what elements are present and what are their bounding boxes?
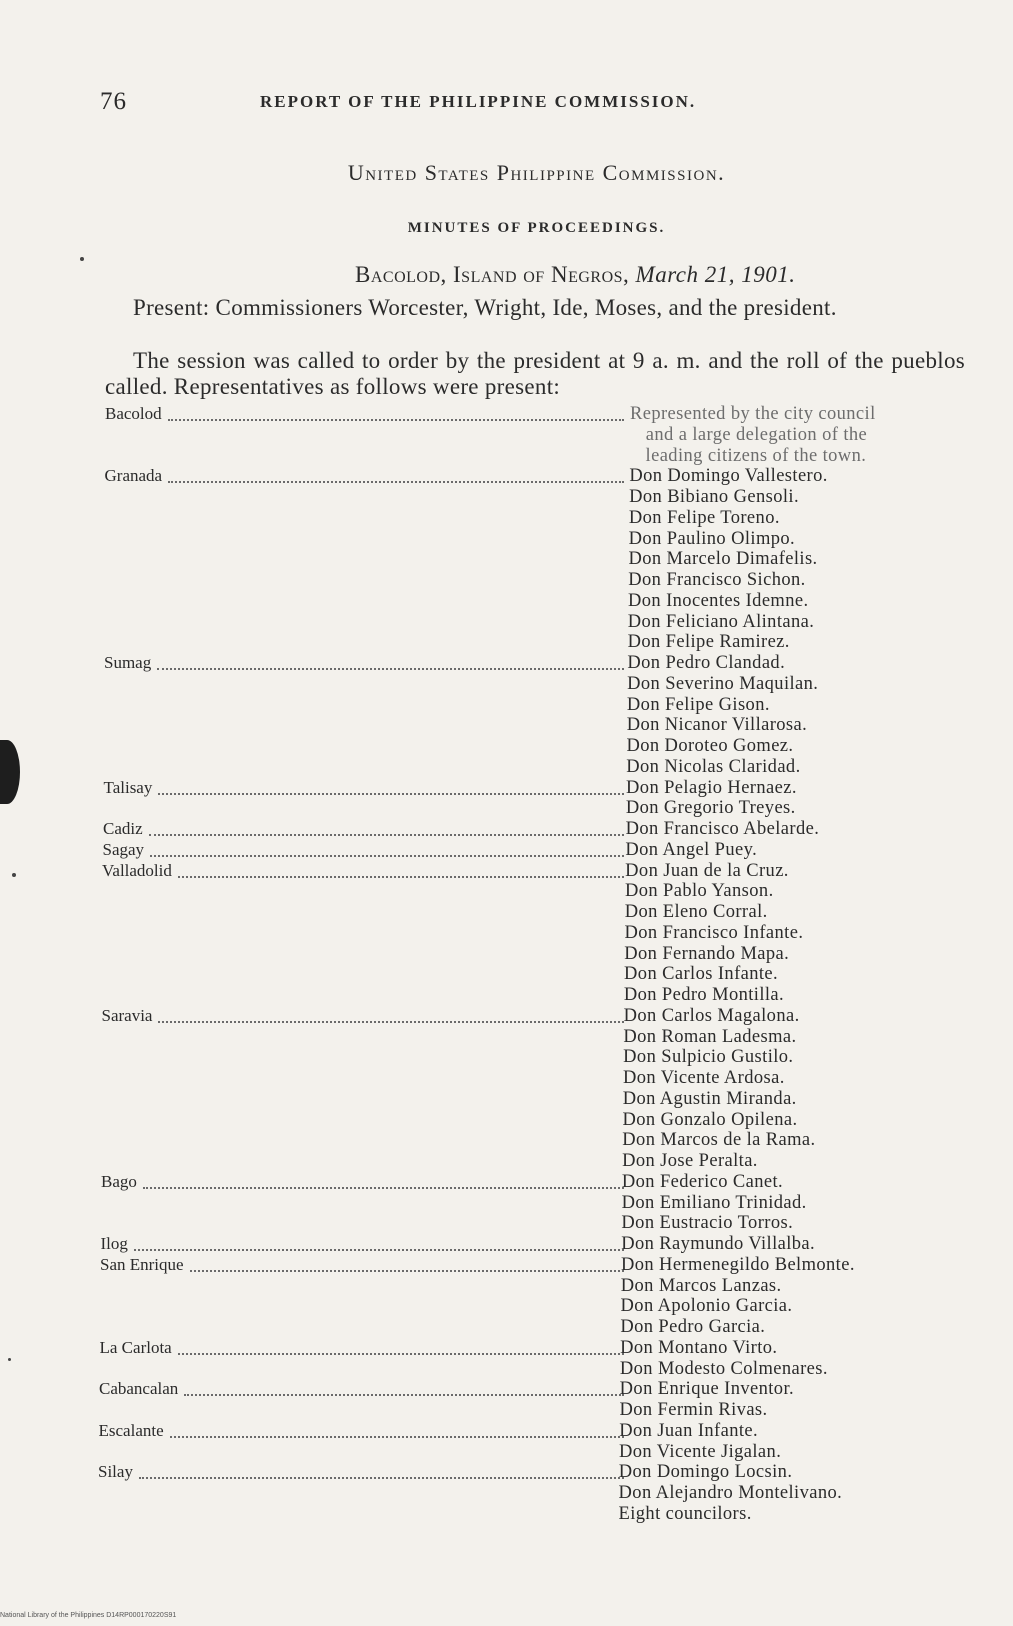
town-name: San Enrique [100, 1254, 184, 1274]
representative-name: Don Apolonio Garcia. [620, 1296, 793, 1317]
dateline-place: Bacolod, Island of Negros, [355, 262, 630, 287]
representative-name: Don Jose Peralta. [622, 1151, 758, 1171]
representative-name: Don Felipe Gison. [626, 694, 770, 715]
representative-name: Don Emiliano Trinidad. [621, 1192, 807, 1213]
representative-name: Represented by the city council [630, 404, 876, 424]
representative-name: Don Marcos de la Rama. [622, 1130, 816, 1151]
representative-name: Don Montano Virto. [620, 1337, 778, 1358]
representative-name: Don Vicente Ardosa. [622, 1068, 785, 1088]
representative-name: Don Hermenegildo Belmonte. [620, 1254, 855, 1275]
representative-name: Don Juan Infante. [619, 1420, 759, 1441]
running-head [100, 88, 930, 118]
representative-name: Don Pablo Yanson. [624, 881, 774, 902]
representative-name: Don Pelagio Hernaez. [626, 777, 797, 798]
representative-name: Don Pedro Clandad. [627, 653, 786, 673]
representative-name: Don Severino Maquilan. [627, 673, 819, 694]
representative-name: Don Juan de la Cruz. [625, 860, 789, 881]
town-name: Ilog [100, 1234, 128, 1253]
session-paragraph [105, 348, 965, 400]
dot-leader [170, 1436, 624, 1438]
representative-name: Don Raymundo Villalba. [621, 1234, 816, 1254]
town-name: La Carlota [99, 1337, 172, 1357]
representative-name: Don Inocentes Idemne. [628, 590, 809, 611]
town-name: Escalante [98, 1420, 164, 1440]
scan-blot [0, 740, 20, 804]
representative-name: Don Eleno Corral. [624, 902, 768, 922]
representative-name: Don Domingo Vallestero. [629, 466, 828, 487]
representative-name: Don Carlos Magalona. [623, 1005, 800, 1026]
representative-name: Don Nicanor Villarosa. [626, 715, 808, 736]
dot-leader [190, 1270, 624, 1272]
dot-leader [134, 1249, 624, 1251]
representative-name: Don Vicente Jigalan. [619, 1441, 782, 1462]
representative-name: Don Angel Puey. [625, 839, 758, 860]
representative-name: Don Francisco Abelarde. [625, 819, 820, 839]
dot-leader [158, 1021, 624, 1023]
town-name: Sagay [102, 839, 145, 859]
representative-name: Don Modesto Colmenares. [619, 1358, 828, 1379]
town-name: Silay [98, 1462, 133, 1482]
running-title: REPORT OF THE PHILIPPINE COMMISSION. [260, 92, 697, 111]
representative-name: Don Alejandro Montelivano. [618, 1483, 843, 1503]
town-name: Bago [101, 1171, 137, 1191]
representative-name: Don Domingo Locsin. [618, 1462, 793, 1483]
scan-speck [80, 257, 84, 261]
representative-name: Don Federico Canet. [621, 1171, 784, 1192]
representative-name: Don Carlos Infante. [624, 964, 779, 985]
town-name: Valladolid [102, 860, 172, 880]
dot-leader [168, 419, 624, 421]
dot-leader [149, 834, 624, 836]
representative-name: Don Doroteo Gomez. [626, 736, 794, 756]
dot-leader [184, 1394, 624, 1396]
town-name: Bacolod [105, 404, 162, 423]
representative-name: Eight councilors. [618, 1503, 752, 1524]
scan-speck [8, 1358, 11, 1361]
representative-name: Don Marcelo Dimafelis. [628, 549, 818, 570]
representative-name: Don Gonzalo Opilena. [622, 1109, 798, 1130]
representative-name: Don Francisco Infante. [624, 922, 804, 943]
representative-name: Don Agustin Miranda. [622, 1088, 797, 1109]
representative-name: Don Eustracio Torros. [621, 1213, 794, 1234]
representative-name: Don Bibiano Gensoli. [629, 487, 799, 507]
representative-name: Don Sulpicio Gustilo. [623, 1047, 794, 1068]
town-name: Cadiz [103, 819, 143, 838]
dot-leader [178, 876, 624, 878]
representative-name: Don Roman Ladesma. [623, 1026, 797, 1047]
dateline [355, 262, 796, 288]
town-name: Granada [104, 466, 163, 486]
representative-name: Don Felipe Toreno. [628, 507, 780, 528]
dot-leader [143, 1187, 624, 1189]
representative-name: and a large delegation of the [645, 424, 868, 445]
representative-name: leading citizens of the town. [645, 445, 867, 466]
present-paragraph [105, 295, 965, 321]
representative-name: Don Pedro Montilla. [623, 985, 785, 1005]
dot-leader [157, 668, 624, 670]
dot-leader [168, 481, 624, 483]
scan-speck [12, 873, 16, 877]
minutes-heading: MINUTES OF PROCEEDINGS. [407, 220, 666, 236]
representative-name: Don Felipe Ramirez. [627, 632, 790, 653]
commission-heading: United States Philippine Commission. [347, 160, 726, 185]
session-text: The session was called to order by the president at 9 a. m. and the roll of the pueblos called. Representatives as follows were present: [105, 348, 965, 399]
representative-name: Don Gregorio Treyes. [625, 798, 796, 819]
page-number: 76 [100, 88, 127, 115]
representative-name: Don Feliciano Alintana. [627, 611, 815, 632]
representative-name: Don Paulino Olimpo. [628, 528, 796, 549]
town-name: Saravia [101, 1005, 153, 1025]
present-text: Present: Commissioners Worcester, Wright, Ide, Moses, and the president. [133, 295, 837, 320]
dot-leader [139, 1477, 624, 1479]
town-name: Talisay [103, 777, 153, 797]
dot-leader [178, 1353, 624, 1355]
scan-credit: National Library of the Philippines D14RP000170220S91 [0, 1612, 177, 1619]
representative-name: Don Francisco Sichon. [628, 570, 806, 590]
representative-name: Don Enrique Inventor. [619, 1379, 795, 1400]
representative-name: Don Fermin Rivas. [619, 1400, 768, 1420]
dateline-date: March 21, 1901. [635, 262, 796, 287]
town-name: Sumag [104, 653, 152, 672]
representative-name: Don Nicolas Claridad. [626, 756, 801, 777]
representative-name: Don Marcos Lanzas. [620, 1275, 782, 1296]
representative-name: Don Fernando Mapa. [624, 943, 790, 964]
representative-name: Don Pedro Garcia. [620, 1317, 766, 1337]
dot-leader [150, 855, 624, 857]
dot-leader [158, 793, 624, 795]
town-name: Cabancalan [99, 1379, 179, 1399]
